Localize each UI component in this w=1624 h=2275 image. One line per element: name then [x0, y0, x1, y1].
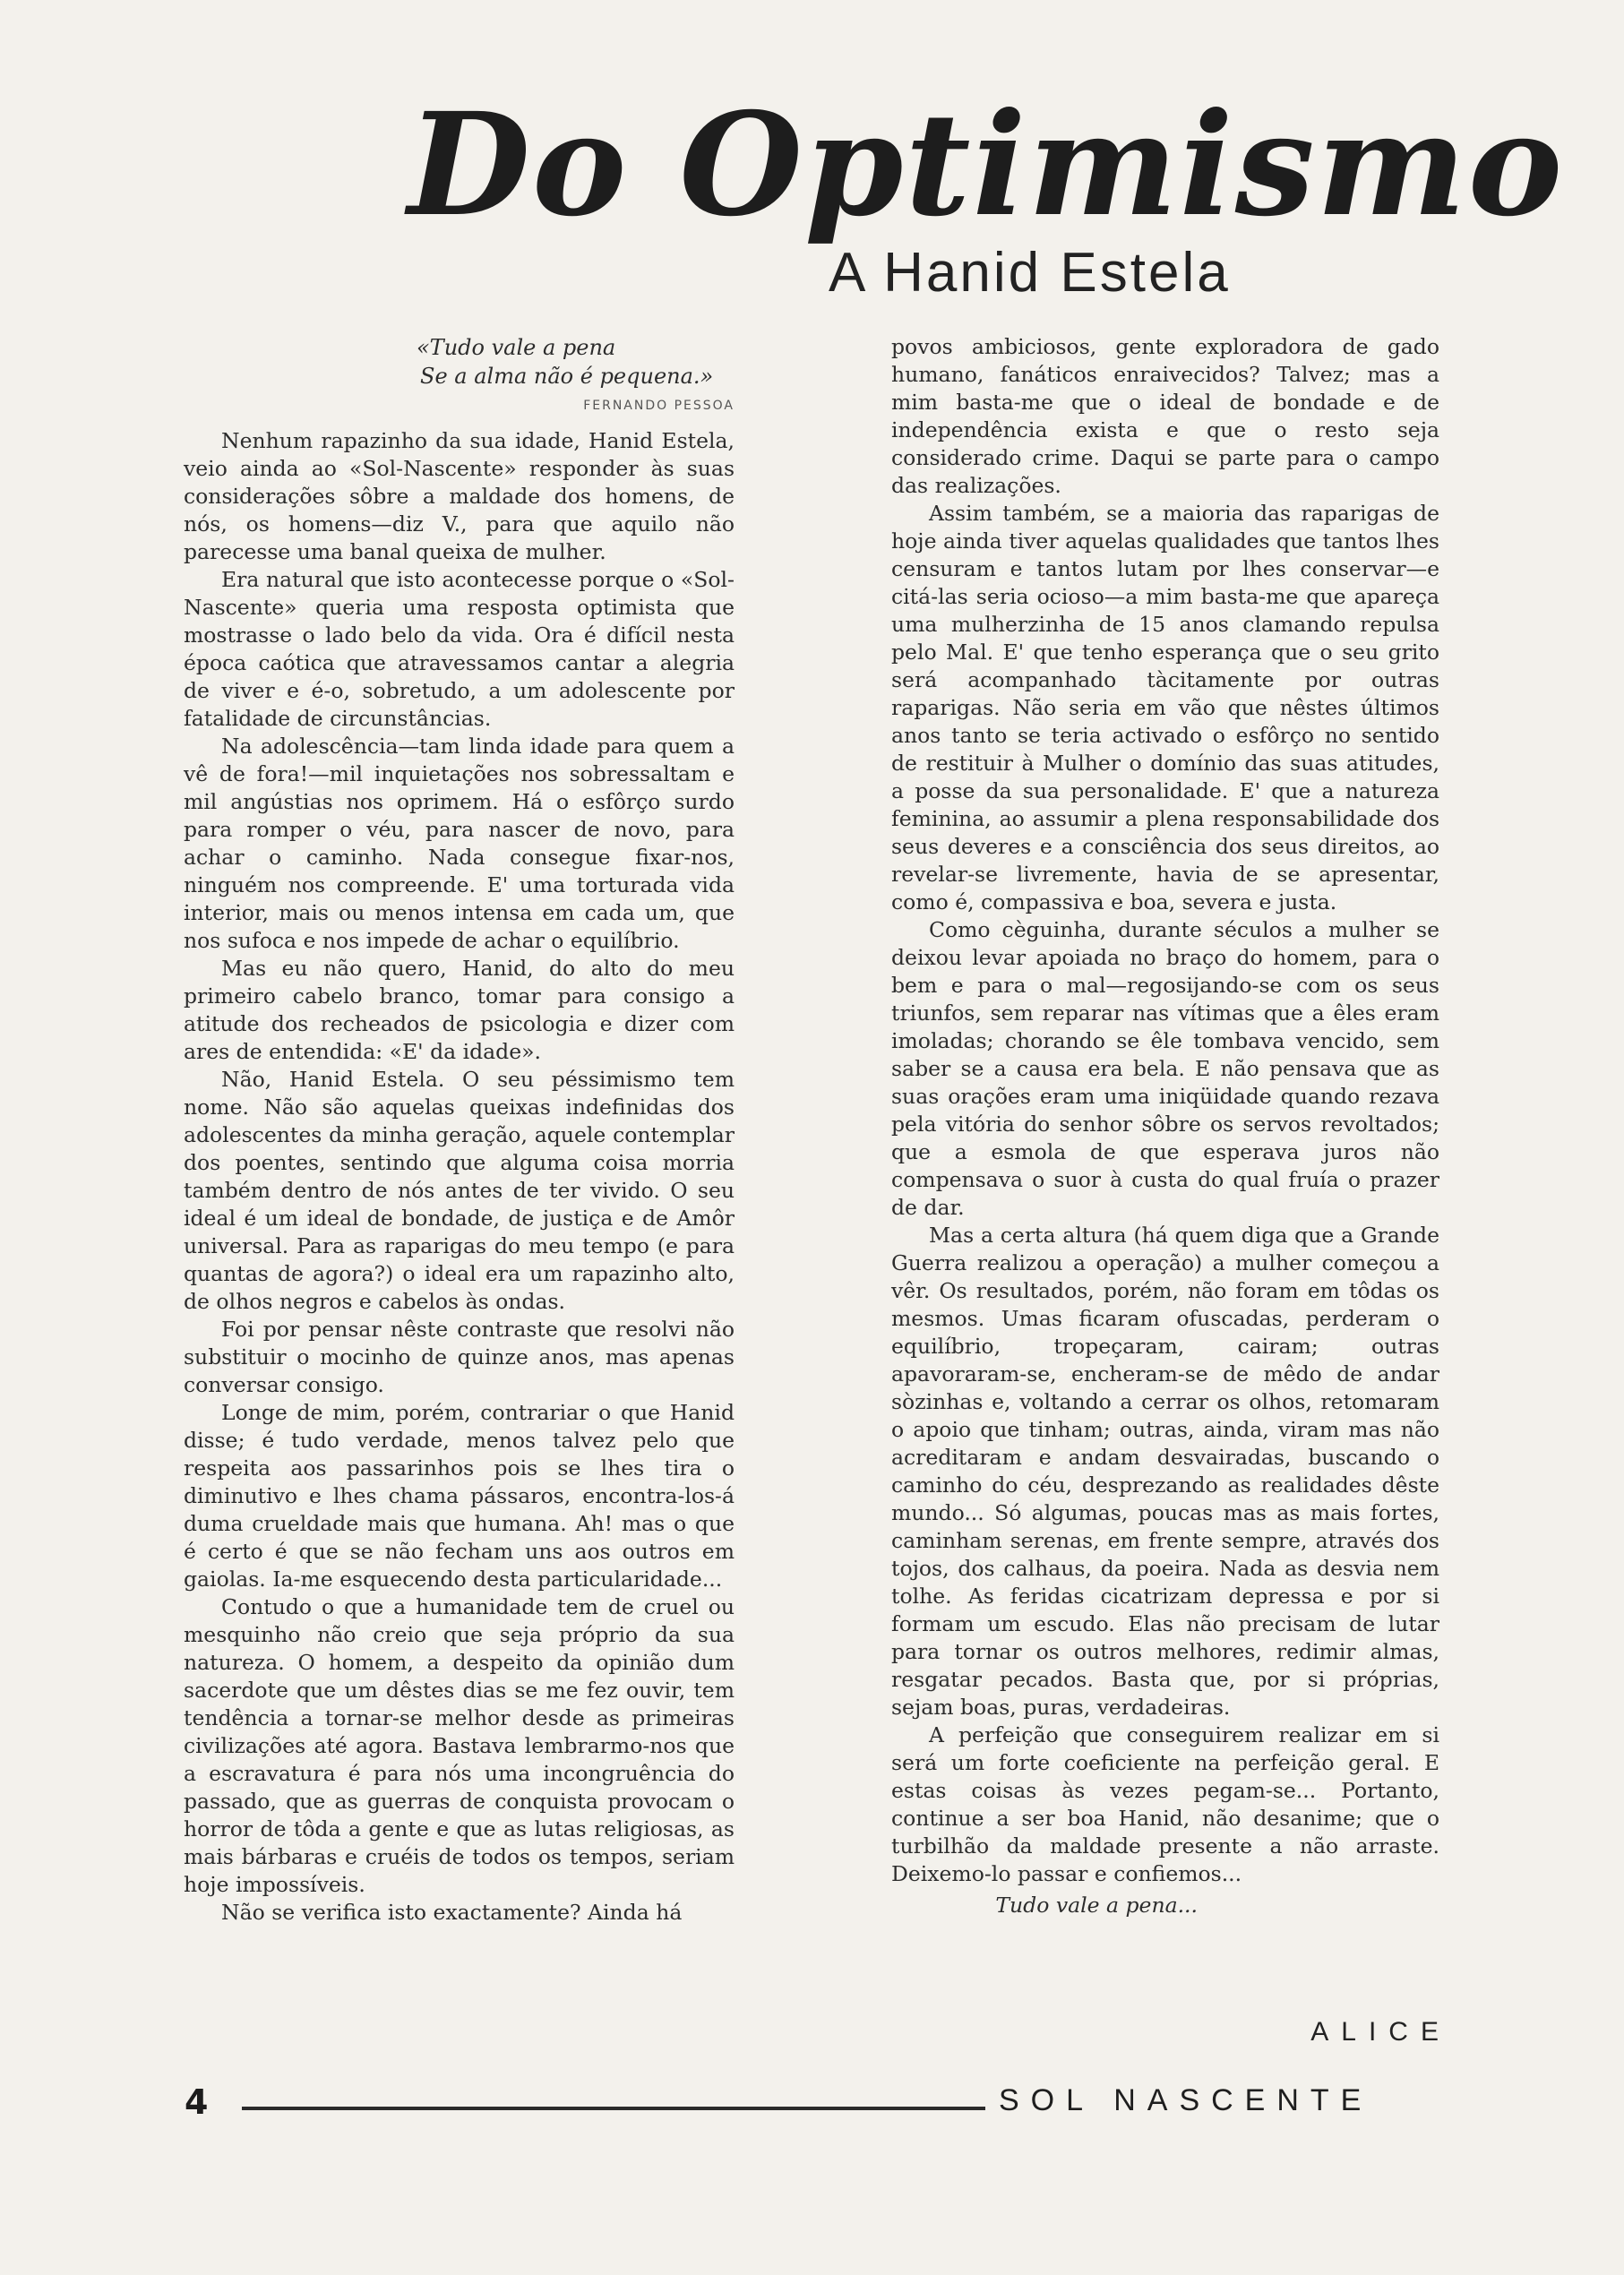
magazine-name: SOL NASCENTE — [999, 2083, 1373, 2117]
article-title: Do Optimismo — [408, 82, 1565, 248]
paragraph: Contudo o que a humanidade tem de cruel ou mesquinho não creio que seja próprio da sua natureza. O homem, a despeito da opinião dum sacerdote que um dêstes dias se me fez ouvir, tem tendência a tornar-se melhor desde as primeiras civilizações até agora. Bastava lembrarmo-nos que a escravatura é para nós uma incongruência do passado, que as guerras de conquista provocam o horror de tôda a gente e que as lutas religiosas, as mais bárbaras e cruéis de todos os tempos, seriam hoje impossíveis. — [184, 1594, 735, 1897]
page-number: 4 — [185, 2082, 209, 2122]
paragraph: Na adolescência—tam linda idade para quem a vê de fora!—mil inquietações nos sobressaltam e mil angústias nos oprimem. Há o esfôrço surdo para romper o véu, para nascer de novo, para achar o caminho. Nada consegue fixar-nos, ninguém nos compreende. E' uma torturada vida interior, mais ou menos intensa em cada um, que nos sufoca e nos impede de achar o equilíbrio. — [184, 734, 735, 953]
epigraph-author: FERNANDO PESSOA — [583, 399, 735, 413]
paragraph: Foi por pensar nêste contraste que resolvi não substituir o mocinho de quinze anos, mas apenas conversar consigo. — [184, 1317, 735, 1397]
paragraph: Não, Hanid Estela. O seu péssimismo tem nome. Não são aquelas queixas indefinidas dos adolescentes da minha geração, aquele contemplar dos poentes, sentindo que alguma coisa morria também dentro de nós antes de ter vivido. O seu ideal é um ideal de bondade, de justiça e de Amôr universal. Para as raparigas do meu tempo (e para quantas de agora?) o ideal era um rapazinho alto, de olhos negros e cabelos às ondas. — [184, 1067, 735, 1314]
paragraph: Era natural que isto acontecesse porque o «Sol-Nascente» queria uma resposta optimista que mostrasse o lado belo da vida. Ora é difícil nesta época caótica que atravessamos cantar a alegria de viver e é-o, sobretudo, a um adolescente por fatalidade de circunstâncias. — [184, 567, 735, 731]
article-dedication: A Hanid Estela — [829, 242, 1231, 304]
epigraph-line: «Tudo vale a pena — [417, 335, 616, 360]
paragraph-continuation: povos ambiciosos, gente exploradora de gado humano, fanáticos enraivecidos? Talvez; mas a mim basta-me que o ideal de bondade e de independência exista e que o resto seja considerado crime. Daqui se parte para o campo das realizações. — [891, 334, 1439, 498]
paragraph: Assim também, se a maioria das raparigas de hoje ainda tiver aquelas qualidades que tantos lhes censuram e tantos lutam por lhes conservar—e citá-las seria ocioso—a mim basta-me que apareça uma mulherzinha de 15 anos clamando repulsa pelo Mal. E' que tenho esperança que o seu grito será acompanhado tàcitamente por outras raparigas. Não seria em vão que nêstes últimos anos tanto se teria activado o esfôrço no sentido de restituir à Mulher o domínio das suas atitudes, a posse da sua personalidade. E' que a natureza feminina, ao assumir a plena responsabilidade dos seus deveres e a consciência dos seus direitos, ao revelar-se livremente, havia de se apresentar, como é, compassiva e boa, severa e justa. — [891, 501, 1439, 914]
epigraph-line: Se a alma não é pequena.» — [420, 364, 714, 389]
author-signature: ALICE — [1310, 2017, 1451, 2047]
closing-line: Tudo vale a pena... — [995, 1893, 1198, 1918]
paragraph: A perfeição que conseguirem realizar em si será um forte coeficiente na perfeição geral. E estas coisas às vezes pegam-se... Portanto, continue a ser boa Hanid, não desanime; que o turbilhão da maldade presente a não arraste. Deixemo-lo passar e confiemos... — [891, 1722, 1439, 1886]
paragraph: Mas eu não quero, Hanid, do alto do meu primeiro cabelo branco, tomar para consigo a atitude dos recheados de psicologia e dizer com ares de entendida: «E' da idade». — [184, 956, 735, 1064]
paragraph: Nenhum rapazinho da sua idade, Hanid Estela, veio ainda ao «Sol-Nascente» responder às suas considerações sôbre a maldade dos homens, de nós, os homens—diz V., para que aquilo não parecesse uma banal queixa de mulher. — [184, 428, 735, 564]
paragraph: Não se verifica isto exactamente? Ainda há — [221, 1900, 683, 1925]
paragraph: Longe de mim, porém, contrariar o que Hanid disse; é tudo verdade, menos talvez pelo que respeita aos passarinhos pois se lhes tira o diminutivo e lhes chama pássaros, encontra-los-á duma crueldade mais que humana. Ah! mas o que é certo é que se não fecham uns aos outros em gaiolas. Ia-me esquecendo desta particularidade... — [184, 1400, 735, 1592]
paragraph: Como cèguinha, durante séculos a mulher se deixou levar apoiada no braço do homem, para o bem e para o mal—regosijando-se com os seus triunfos, sem reparar nas vítimas que a êles eram imoladas; chorando se êle tombava vencido, sem saber se a causa era bela. E não pensava que as suas orações eram uma iniqüidade quando rezava pela vitória do senhor sôbre os servos revoltados; que a esmola de que esperava juros não compensava o suor à custa do qual fruía o prazer de dar. — [891, 917, 1439, 1220]
paragraph: Mas a certa altura (há quem diga que a Grande Guerra realizou a operação) a mulher começou a vêr. Os resultados, porém, não foram em tôdas os mesmos. Umas ficaram ofuscadas, perderam o equilíbrio, tropeçaram, cairam; outras apavoraram-se, encheram-se de mêdo de andar sòzinhas e, voltando a cerrar os olhos, retomaram o apoio que tinham; outras, ainda, viram mas não acreditaram e andam desvairadas, buscando o caminho do céu, desprezando as realidades dêste mundo... Só algumas, poucas mas as mais fortes, caminham serenas, em frente sempre, através dos tojos, dos calhaus, da poeira. Nada as desvia nem tolhe. As feridas cicatrizam depressa e por si formam um escudo. Elas não precisam de lutar para tornar os outros melhores, redimir almas, resgatar pecados. Basta que, por si próprias, sejam boas, puras, verdadeiras. — [891, 1223, 1439, 1720]
right-column — [891, 333, 1439, 1919]
left-column — [184, 333, 735, 1927]
footer-divider — [242, 2107, 985, 2110]
epigraph — [417, 333, 735, 391]
